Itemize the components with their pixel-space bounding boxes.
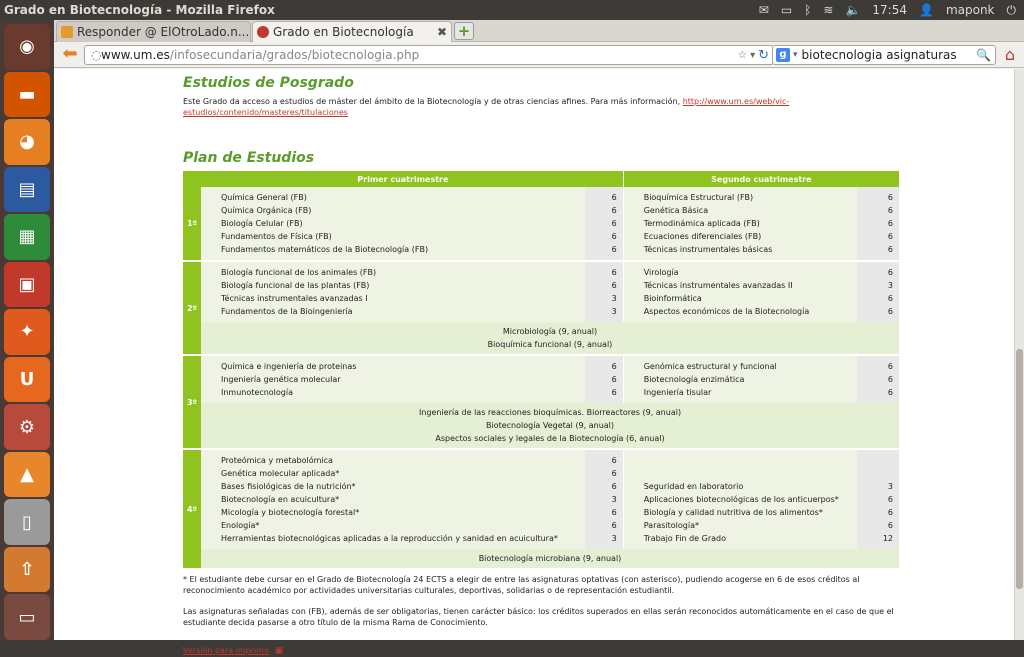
- home-icon[interactable]: ⌂: [1004, 45, 1016, 64]
- subject-name: Virología: [643, 268, 679, 277]
- launcher-firefox-icon[interactable]: ◕: [4, 119, 50, 165]
- subject-name: Ingeniería tisular: [643, 388, 712, 397]
- annual-subject: Biotecnología microbiana (9, anual): [478, 554, 622, 563]
- annual-subject: Ingeniería de las reacciones bioquímicas. Biorreactores (9, anual): [418, 408, 682, 417]
- posgrado-text: Este Grado da acceso a estudios de máster del ámbito de la Biotecnología y de otras ciencias afines. Para más información,: [183, 97, 681, 106]
- wifi-icon[interactable]: ≋: [823, 3, 834, 17]
- subject-credits: 6: [887, 294, 893, 303]
- user-icon: 👤: [918, 3, 934, 17]
- launcher-settings-icon[interactable]: ⚙: [4, 404, 50, 450]
- clock[interactable]: 17:54: [872, 3, 907, 17]
- site-identity-icon[interactable]: ◌: [91, 48, 102, 62]
- subject-name: Ingeniería genética molecular: [221, 375, 341, 384]
- plan-heading: Plan de Estudios: [183, 150, 315, 166]
- header-second-semester: Segundo cuatrimestre: [623, 171, 899, 187]
- subject-credits: 3: [611, 294, 617, 303]
- volume-icon[interactable]: 🔈: [845, 3, 861, 17]
- plan-table: [183, 171, 899, 570]
- page-content: [54, 69, 1014, 656]
- subject-name: Aplicaciones biotecnológicas de los anticuerpos*: [643, 495, 839, 504]
- eol-favicon-icon: [61, 26, 73, 38]
- subject-name: Ecuaciones diferenciales (FB): [643, 232, 762, 241]
- subject-credits: 6: [887, 268, 893, 277]
- subject-credits: 6: [611, 232, 617, 241]
- subject-name: Biología funcional de los animales (FB): [221, 268, 377, 277]
- year-label: 2º: [183, 262, 201, 354]
- subject-credits: 6: [611, 281, 617, 290]
- launcher-system-monitor-icon[interactable]: ▯: [4, 499, 50, 545]
- reload-icon[interactable]: ↻: [758, 47, 769, 63]
- url-text[interactable]: [101, 48, 735, 62]
- search-icon[interactable]: 🔍: [976, 48, 991, 62]
- subject-credits: 6: [887, 375, 893, 384]
- url-path: /infosecundaria/grados/biotecnologia.php: [169, 48, 420, 62]
- subject-name: Fundamentos de Física (FB): [221, 232, 332, 241]
- subject-name: Trabajo Fin de Grado: [643, 534, 727, 543]
- note-basic: Las asignaturas señaladas con (FB), además de ser obligatorias, tienen carácter básico: los créditos superados en ellas serán reconocidos automáticamente en el caso de que el estudiante decida pasarse a otro título de la misma Rama de Conocimiento.: [183, 607, 894, 627]
- subject-name: Biotecnología en acuicultura*: [221, 495, 340, 504]
- subject-credits: 3: [611, 307, 617, 316]
- launcher-ubuntu-one-icon[interactable]: U: [4, 357, 50, 403]
- header-first-semester: Primer cuatrimestre: [183, 171, 623, 187]
- launcher-software-center-icon[interactable]: ✦: [4, 309, 50, 355]
- subject-credits: 6: [611, 482, 617, 491]
- new-tab-button[interactable]: +: [454, 22, 474, 40]
- tab-biotecnologia[interactable]: [252, 21, 452, 42]
- launcher-writer-icon[interactable]: ▤: [4, 167, 50, 213]
- window-title: Grado en Biotecnología - Mozilla Firefox: [4, 3, 275, 17]
- annual-subject: Biotecnología Vegetal (9, anual): [485, 421, 615, 430]
- subject-credits: 6: [611, 193, 617, 202]
- page-scrollbar[interactable]: [1014, 69, 1024, 640]
- bluetooth-icon[interactable]: ᛒ: [804, 3, 812, 17]
- back-button[interactable]: ⬅: [62, 42, 78, 64]
- subject-credits: 6: [611, 388, 617, 397]
- launcher-files-icon[interactable]: ▬: [4, 72, 50, 118]
- subject-credits: 6: [887, 307, 893, 316]
- power-icon[interactable]: ⏻: [1006, 2, 1016, 17]
- subject-credits: 6: [611, 268, 617, 277]
- subject-name: Genómica estructural y funcional: [643, 362, 777, 371]
- subject-credits: 6: [611, 245, 617, 254]
- annual-subject: Microbiología (9, anual): [502, 327, 598, 336]
- subject-credits: 6: [611, 521, 617, 530]
- posgrado-link[interactable]: http://www.um.es/web/vic-estudios/contenido/masteres/titulaciones: [183, 97, 790, 117]
- subject-name: Aspectos económicos de la Biotecnología: [643, 307, 810, 316]
- subject-name: Bases fisiológicas de la nutrición*: [221, 482, 356, 491]
- subject-credits: 6: [611, 362, 617, 371]
- subject-credits: 12: [882, 534, 893, 543]
- subject-credits: 6: [611, 206, 617, 215]
- search-input[interactable]: biotecnologia asignaturas: [801, 48, 957, 62]
- subject-credits: 3: [611, 534, 617, 543]
- subject-credits: 3: [887, 281, 893, 290]
- subject-credits: 6: [887, 245, 893, 254]
- tab-strip: [54, 20, 1024, 42]
- year-label: 1º: [183, 187, 201, 260]
- mail-icon[interactable]: ✉: [758, 3, 769, 17]
- subject-name: Parasitología*: [643, 521, 700, 530]
- subject-name: Genética molecular aplicada*: [221, 469, 340, 478]
- subject-name: Biología funcional de las plantas (FB): [221, 281, 370, 290]
- google-icon[interactable]: g: [776, 48, 790, 62]
- subject-credits: 6: [611, 219, 617, 228]
- subject-name: Biología y calidad nutritiva de los alimentos*: [643, 508, 823, 517]
- system-top-bar: [0, 0, 1024, 20]
- launcher-vlc-icon[interactable]: ▲: [4, 452, 50, 498]
- launcher-calc-icon[interactable]: ▦: [4, 214, 50, 260]
- subject-credits: 3: [887, 482, 893, 491]
- tab-responder[interactable]: [56, 21, 251, 42]
- subject-name: Técnicas instrumentales avanzadas II: [643, 281, 793, 290]
- year-label: 3º: [183, 356, 201, 448]
- year-label: 4º: [183, 450, 201, 568]
- annual-subjects: [201, 549, 899, 568]
- bookmark-star-icon[interactable]: ☆ ▾: [737, 49, 756, 61]
- subject-name: Micología y biotecnología forestal*: [221, 508, 360, 517]
- firefox-window: [54, 20, 1024, 656]
- subject-credits: 6: [611, 375, 617, 384]
- print-link[interactable]: Versión para imprimir: [183, 646, 270, 655]
- subject-credits: 3: [611, 495, 617, 504]
- subject-credits: 6: [887, 508, 893, 517]
- posgrado-heading: Estudios de Posgrado: [183, 75, 354, 91]
- subject-name: Biología Celular (FB): [221, 219, 303, 228]
- annual-subject: Bioquímica funcional (9, anual): [487, 340, 613, 349]
- subject-credits: 6: [887, 521, 893, 530]
- annual-subjects: [201, 322, 899, 354]
- launcher-trash-icon[interactable]: ▭: [4, 594, 50, 640]
- search-bar[interactable]: [772, 45, 996, 65]
- subject-name: Química General (FB): [221, 193, 307, 202]
- subject-credits: 6: [887, 362, 893, 371]
- subject-name: Inmunotecnología: [221, 388, 293, 397]
- url-bar[interactable]: [84, 45, 774, 65]
- subject-name: Técnicas instrumentales avanzadas I: [221, 294, 368, 303]
- subject-credits: 6: [887, 193, 893, 202]
- navigation-toolbar: [54, 42, 1024, 68]
- subject-name: Bioinformática: [643, 294, 702, 303]
- scroll-thumb[interactable]: [1016, 349, 1023, 589]
- subject-name: Enología*: [221, 521, 260, 530]
- launcher-update-icon[interactable]: ⇧: [4, 547, 50, 593]
- chevron-down-icon[interactable]: ▾: [793, 50, 798, 60]
- subject-name: Fundamentos de la Bioingeniería: [221, 307, 353, 316]
- close-icon[interactable]: ✖: [436, 25, 447, 39]
- subject-credits: 6: [611, 469, 617, 478]
- um-favicon-icon: [257, 26, 269, 38]
- subject-name: Fundamentos matemáticos de la Biotecnología (FB): [221, 245, 429, 254]
- note-optional: * El estudiante debe cursar en el Grado de Biotecnología 24 ECTS a elegir de entre las asignaturas optativas (con asterisco), pudiendo acogerse en 6 de esos créditos al reconocimiento académico por actividades universitarias culturales, deportivas, solidarias o de representación estudiantil.: [183, 575, 860, 595]
- subject-credits: 6: [611, 456, 617, 465]
- battery-icon[interactable]: ▭: [780, 3, 793, 17]
- subject-name: Técnicas instrumentales básicas: [643, 245, 773, 254]
- annual-subject: Aspectos sociales y legales de la Biotecnología (6, anual): [435, 434, 665, 443]
- user-name[interactable]: maponk: [945, 3, 995, 17]
- subject-credits: 6: [887, 495, 893, 504]
- subject-name: Genética Básica: [643, 206, 709, 215]
- pdf-icon[interactable]: ▣: [274, 646, 284, 656]
- subject-credits: 6: [887, 219, 893, 228]
- subject-name: Biotecnología enzimática: [643, 375, 745, 384]
- url-host: www.um.es: [101, 48, 170, 62]
- launcher: [0, 20, 54, 640]
- tab-label: Grado en Biotecnología: [273, 25, 414, 39]
- subject-name: Bioquímica Estructural (FB): [643, 193, 754, 202]
- subject-credits: 6: [887, 388, 893, 397]
- tab-label: Responder @ ElOtroLado.n...: [77, 25, 250, 39]
- subject-credits: 6: [611, 508, 617, 517]
- subject-name: Química Orgánica (FB): [221, 206, 312, 215]
- subject-credits: 6: [887, 206, 893, 215]
- subject-name: Herramientas biotecnológicas aplicadas a la reproducción y sanidad en acuicultura*: [221, 534, 558, 543]
- subject-name: Termodinámica aplicada (FB): [643, 219, 760, 228]
- subject-name: Química e ingeniería de proteinas: [221, 362, 357, 371]
- annual-subjects: [201, 403, 899, 448]
- launcher-impress-icon[interactable]: ▣: [4, 262, 50, 308]
- subject-credits: 6: [887, 232, 893, 241]
- launcher-ubuntu-dash-icon[interactable]: ◉: [4, 24, 50, 70]
- subject-name: Proteómica y metabolómica: [221, 456, 333, 465]
- subject-name: Seguridad en laboratorio: [643, 482, 744, 491]
